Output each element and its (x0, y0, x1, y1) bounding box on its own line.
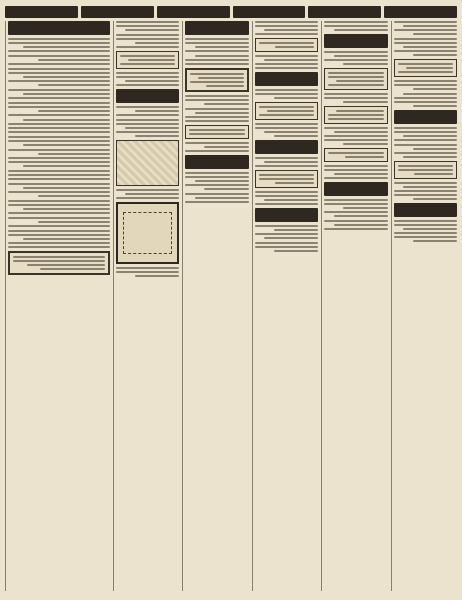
ad-block (394, 38, 457, 56)
ad-block (394, 21, 457, 35)
section-banner (394, 203, 457, 217)
ad-block (324, 165, 387, 179)
cinema-listing (8, 170, 110, 180)
cinema-listing (8, 38, 110, 52)
cinema-listing (8, 200, 110, 214)
ad-block (255, 21, 318, 35)
ad-box (255, 102, 318, 120)
ad-block (185, 142, 248, 152)
column-header-4 (157, 6, 230, 18)
ad-block (116, 34, 179, 48)
illustrated-ad (116, 140, 179, 186)
column-4 (182, 21, 248, 591)
ad-block (185, 108, 248, 122)
ad-block (116, 21, 179, 31)
ad-block (394, 93, 457, 107)
ad-block (116, 72, 179, 86)
ad-block (394, 182, 457, 200)
ad-box (185, 68, 248, 92)
column-header-strip (5, 6, 457, 18)
section-banner (324, 34, 387, 48)
cinema-listing (8, 230, 110, 248)
cinema-footer-box (8, 251, 110, 275)
column-3 (252, 21, 318, 591)
ad-block (255, 225, 318, 239)
ad-box (324, 68, 387, 90)
cinema-listing (8, 119, 110, 133)
column-5 (113, 21, 179, 591)
ad-box (394, 161, 457, 179)
ad-block (185, 38, 248, 52)
framed-ad-inner (123, 212, 173, 255)
section-banner (324, 182, 387, 196)
ad-block (324, 127, 387, 145)
ad-box (394, 59, 457, 77)
ad-box (255, 170, 318, 188)
column-header-6 (5, 6, 78, 18)
section-banner (255, 140, 318, 154)
ad-block (324, 220, 387, 230)
ad-block (116, 189, 179, 199)
ad-block (255, 89, 318, 99)
section-banner (255, 208, 318, 222)
ad-box (116, 51, 179, 69)
ad-block (255, 55, 318, 69)
ad-block (394, 144, 457, 158)
ad-block (185, 172, 248, 190)
column-2 (321, 21, 387, 591)
ad-block (324, 199, 387, 217)
cinema-listing (8, 183, 110, 197)
column-6-cinema (5, 21, 110, 591)
ad-block (116, 267, 179, 277)
ad-block (324, 93, 387, 103)
column-header-3 (233, 6, 306, 18)
ad-block (185, 193, 248, 203)
cinema-listing (8, 55, 110, 65)
ad-block (255, 123, 318, 137)
cinema-listing (8, 102, 110, 116)
column-header-1 (384, 6, 457, 18)
ad-block (185, 55, 248, 65)
ad-block (324, 51, 387, 65)
ad-block (255, 157, 318, 167)
ad-block (255, 191, 318, 205)
section-banner (255, 72, 318, 86)
classified-columns (5, 21, 457, 591)
ad-block (185, 95, 248, 105)
section-banner (185, 21, 248, 35)
ad-block (116, 106, 179, 116)
cinema-listing (8, 89, 110, 99)
framed-ad (116, 202, 179, 264)
cinema-program-heading (8, 21, 110, 35)
ad-block (394, 80, 457, 90)
section-banner (116, 89, 179, 103)
cinema-listing (8, 68, 110, 86)
ad-box (255, 38, 318, 52)
cinema-listing (8, 136, 110, 146)
ad-block (255, 242, 318, 252)
column-1 (391, 21, 457, 591)
ad-block (394, 127, 457, 141)
ad-box (324, 106, 387, 124)
cinema-listing (8, 217, 110, 227)
ad-block (394, 220, 457, 242)
section-banner (185, 155, 248, 169)
column-header-2 (308, 6, 381, 18)
cinema-listing (8, 149, 110, 167)
ad-box (324, 148, 387, 162)
ad-box (185, 125, 248, 139)
column-header-5 (81, 6, 154, 18)
section-banner (394, 110, 457, 124)
ad-block (324, 21, 387, 31)
ad-block (116, 119, 179, 137)
